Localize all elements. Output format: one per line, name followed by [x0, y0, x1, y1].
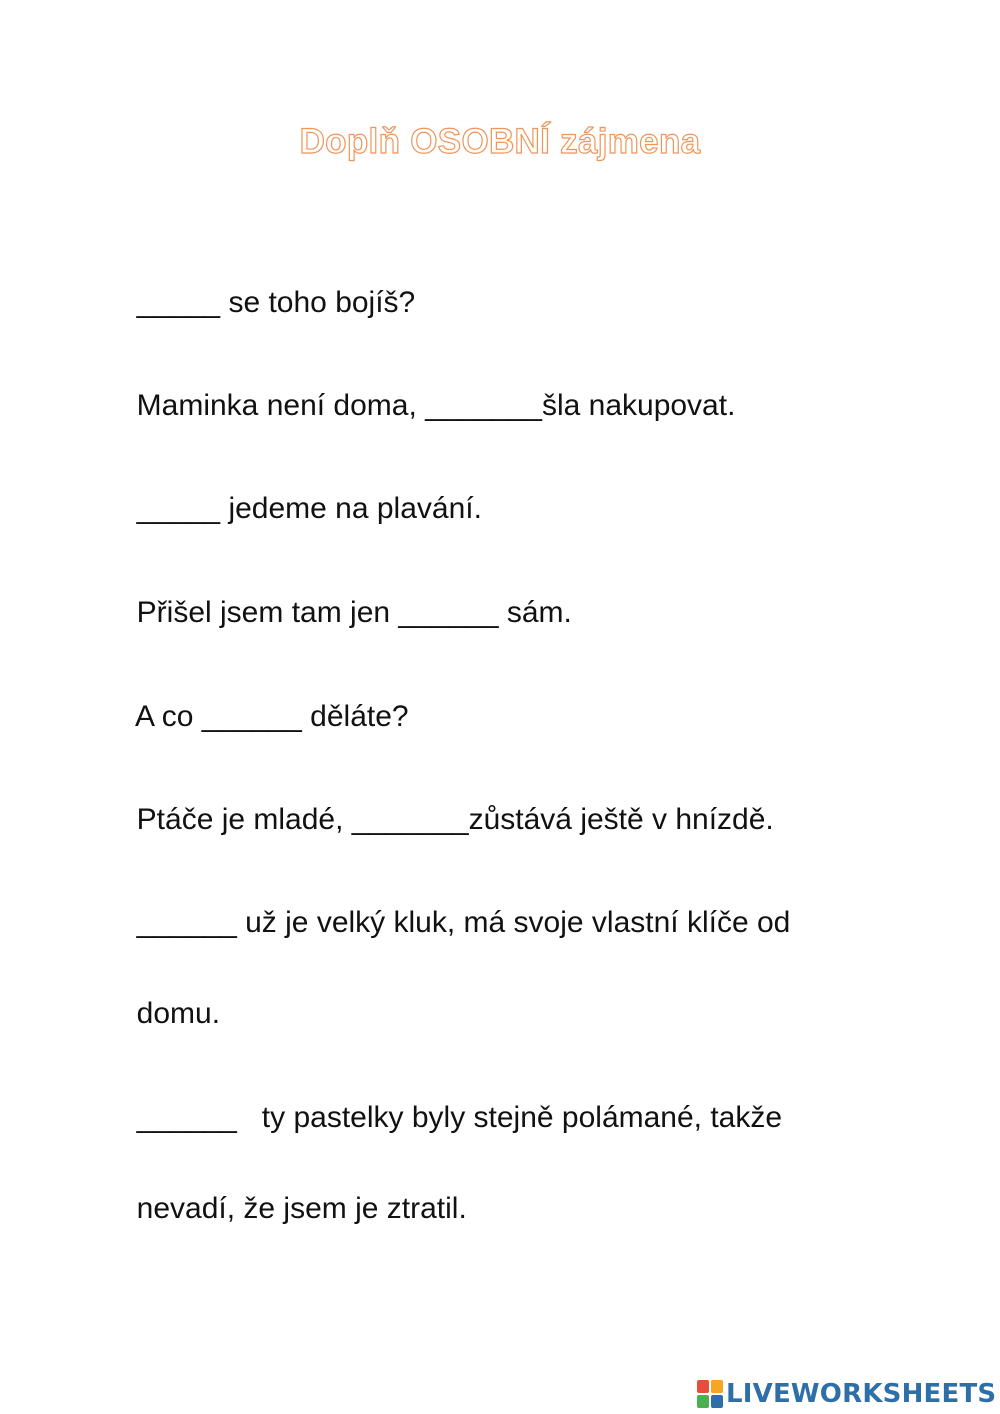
- answer-blank[interactable]: _____: [136, 492, 221, 525]
- sentence-line: [120, 553, 572, 633]
- sentence-line: [120, 449, 482, 529]
- answer-blank[interactable]: ______: [136, 906, 237, 939]
- logo-square-green: [697, 1395, 709, 1408]
- answer-blank[interactable]: ______: [136, 1101, 237, 1134]
- sentence-text-after: se toho bojíš?: [220, 286, 416, 319]
- sentence-text-before: Maminka není doma,: [136, 389, 426, 422]
- sentence-line: [120, 1058, 782, 1138]
- sentence-text-after: sám.: [498, 596, 572, 629]
- answer-blank[interactable]: ______: [201, 700, 302, 733]
- worksheet-title: Doplň OSOBNÍ zájmena: [299, 122, 701, 161]
- logo-square-red: [697, 1380, 709, 1393]
- sentence-text-after: šla nakupovat.: [541, 389, 736, 422]
- sentence-text-after: děláte?: [301, 700, 409, 733]
- sentence-line: [120, 657, 409, 737]
- sentence-line-continuation: [120, 954, 220, 1034]
- logo-text: LIVEWORKSHEETS: [726, 1379, 997, 1409]
- sentence-text-after: už je velký kluk, má svoje vlastní klíče od: [236, 906, 791, 939]
- answer-blank[interactable]: _____: [136, 286, 221, 319]
- sentence-text-after: ty pastelky byly stejně polámané, takže: [236, 1101, 783, 1134]
- sentence-text-before: A co: [135, 700, 202, 733]
- sentence-line: [120, 346, 735, 426]
- logo-square-blue: [711, 1395, 723, 1408]
- sentence-text-after: zůstává ještě v hnízdě.: [468, 803, 774, 836]
- logo-square-orange: [711, 1380, 723, 1393]
- sentence-line: [120, 243, 415, 323]
- answer-blank[interactable]: _______: [351, 803, 469, 836]
- sentence-line: [120, 760, 774, 840]
- sentence-line: [120, 863, 790, 943]
- answer-blank[interactable]: _______: [425, 389, 542, 422]
- sentence-text-before: domu.: [136, 997, 221, 1030]
- liveworksheets-logo-icon: [697, 1380, 723, 1408]
- sentence-line-continuation: [120, 1149, 467, 1229]
- sentence-text-before: Ptáče je mladé,: [136, 803, 352, 836]
- sentence-text-before: Přišel jsem tam jen: [136, 596, 399, 629]
- sentence-text-after: jedeme na plavání.: [220, 492, 482, 525]
- liveworksheets-logo: [697, 1374, 996, 1414]
- answer-blank[interactable]: ______: [398, 596, 499, 629]
- sentence-text-before: nevadí, že jsem je ztratil.: [136, 1192, 467, 1225]
